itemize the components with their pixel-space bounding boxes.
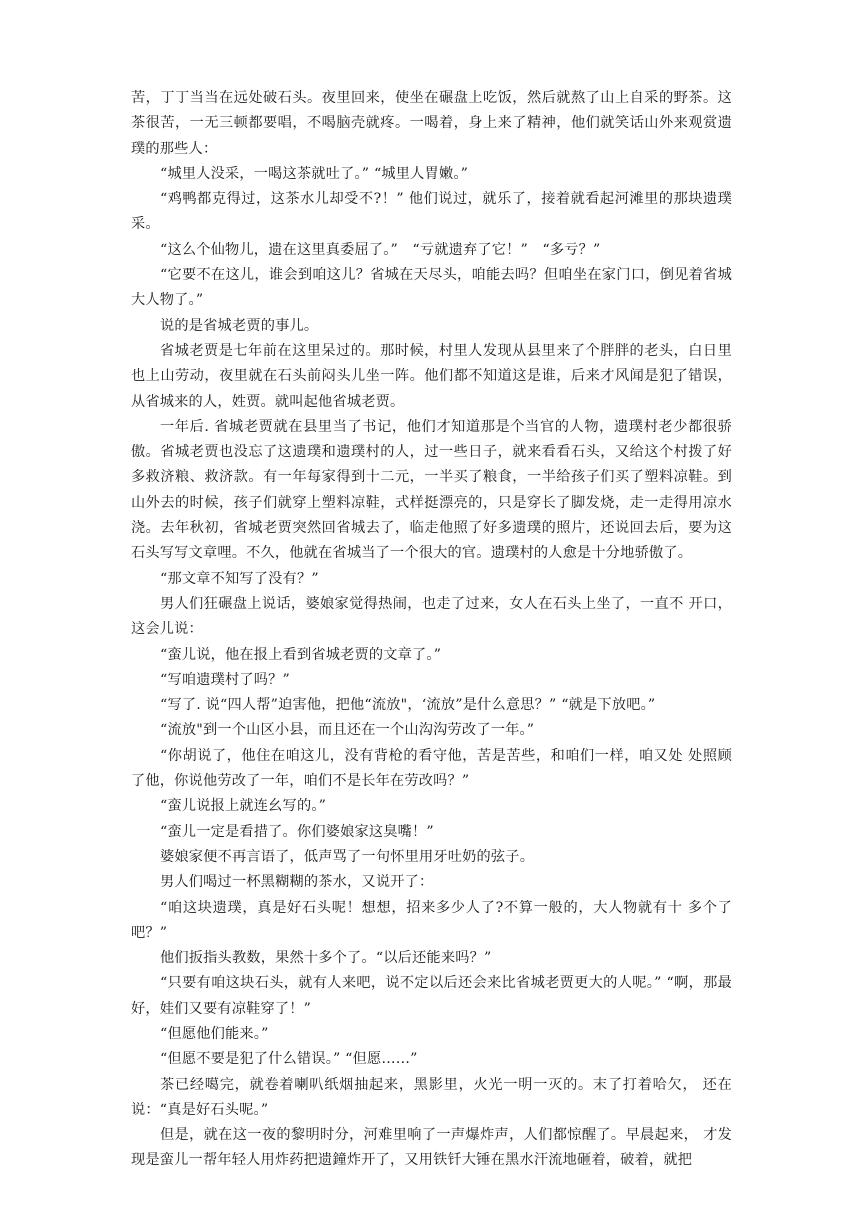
paragraph: “你胡说了，他住在咱这儿，没有背枪的看守他，苦是苦些，和咱们一样，咱又处 处照顾了他，你说他劳改了一年，咱们不是长年在劳改吗？” (131, 747, 732, 790)
paragraph: “那文章不知写了没有？” (160, 570, 319, 587)
paragraph: 男人们喝过一杯黑糊糊的茶水，又说开了： (160, 874, 434, 891)
paragraph: “蛮儿说，他在报上看到省城老贾的文章了。” (160, 646, 442, 663)
paragraph: “鸡鸭都克得过，这茶水儿却受不?！” 他们说过，就乐了，接着就看起河滩里的那块遗璞采。 (131, 191, 732, 233)
paragraph: “流放"到一个山区小县，而且还在一个山沟沟劳改了一年。” (160, 722, 535, 739)
paragraph: “蛮儿说报上就连幺写的。” (160, 798, 327, 815)
paragraph: “咱这块遗璞，真是好石头呢！想想，招来多少人了?不算一般的，大人物就有十 多个了吧？” (131, 899, 732, 941)
paragraph: “城里人没采，一喝这茶就吐了。” “城里人胃嫩。” (160, 165, 469, 182)
paragraph: 他们扳指头教数，果然十多个了。“以后还能来吗？” (160, 950, 492, 967)
paragraph: 省城老贾是七年前在这里呆过的。那时候，村里人发现从县里来了个胖胖的老头，白日里也上山劳动，夜里就在石头前闷头儿坐一阵。他们都不知道这是谁，后来才风闻是犯了错误，从省城来的人，姓贾。就叫起他省城老贾。 (131, 342, 732, 410)
paragraph: 说的是省城老贾的事儿。 (160, 317, 319, 334)
paragraph: 男人们狂碾盘上说话，婆娘家觉得热闹，也走了过来，女人在石头上坐了，一直不 开口，这会儿说： (131, 595, 732, 638)
paragraph: “写了. 说“四人帮”迫害他，把他“流放"，‘流放”是什么意思？” “就是下放吧。” (160, 697, 656, 714)
paragraph: “但愿不要是犯了什么错误。” “但愿……” (160, 1051, 418, 1068)
paragraph: 但是，就在这一夜的黎明时分，河难里响了一声爆炸声，人们都惊醒了。早晨起来， 才发现是蛮儿一帮年轻人用炸药把遗鐘炸开了，又用铁钎大锤在黑水汗流地砸着，破着，就把 (131, 1127, 732, 1169)
paragraph: 苦，丁丁当当在远处破石头。夜里回来，使坐在碾盘上吃饭，然后就熬了山上自采的野茶。这茶很苦，一无三顿都要唱，不喝脑壳就疼。一喝着，身上来了精神，他们就笑话山外来观赏遗璞的那些人： (131, 90, 732, 157)
paragraph: “蛮儿一定是看措了。你们婆娘家这臭嘴！” (160, 823, 434, 840)
paragraph: “这么个仙物儿，遗在这里真委屈了。” “亏就遗弃了它！” “多亏？” (160, 241, 601, 258)
paragraph: 茶已经噶完，就卷着喇叭纸烟抽起来，黑影里，火光一明一灭的。末了打着哈欠， 还在说：“真是好石头呢。” (131, 1076, 732, 1118)
paragraph: “只要有咱这块石头，就有人来吧，说不定以后还会来比省城老贾更大的人呢。” “啊，那最好，娃们又要有凉鞋穿了！” (131, 975, 732, 1017)
paragraph: “但愿他们能来。” (160, 1025, 269, 1042)
paragraph: 婆娘家便不再言语了，低声骂了一句怀里用牙吐奶的弦子。 (160, 848, 535, 865)
paragraph: “写咱遗璞村了吗？” (160, 671, 291, 688)
paragraph: 一年后. 省城老贾就在县里当了书记，他们才知道那是个当官的人物，遗璞村老少都很骄傲。省城老贾也没忘了这遗璞和遗璞村的人，过一些日子，就来看看石头，又给这个村拨了好多救济粮、救济款。有一年每家得到十二元，一半买了粮食，一半给孩子们买了塑料凉鞋。到山外去的时候，孩子们就穿上塑料凉鞋，式样挺漂亮的，只是穿长了脚发烧，走一走得用凉水浇。去年秋初，省城老贾突然回省城去了，临走他照了好多遗璞的照片，还说回去后，要为这石头写写文章哩。不久，他就在省城当了一个很大的官。遗璞村的人愈是十分地骄傲了。 (131, 418, 732, 562)
story-text (131, 86, 732, 1174)
paragraph: “它要不在这儿，谁会到咱这儿？省城在天尽头，咱能去吗？但咱坐在家门口，倒见着省城大人物了。” (131, 267, 732, 309)
